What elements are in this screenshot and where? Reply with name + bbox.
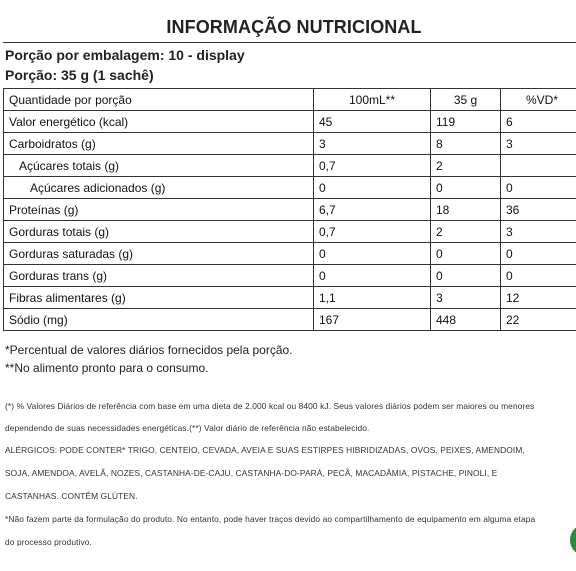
value-portion: 119 — [431, 111, 501, 133]
value-100ml: 0,7 — [314, 221, 431, 243]
value-portion: 2 — [431, 155, 501, 177]
value-vd: 36 — [501, 199, 576, 221]
nutrient-label: Açúcares totais (g) — [4, 155, 314, 177]
nutrient-label: Açúcares adicionados (g) — [4, 177, 314, 199]
value-100ml: 0 — [314, 243, 431, 265]
value-portion: 3 — [431, 287, 501, 309]
disclaimer-line: *Não fazem parte da formulação do produto. No entanto, pode haver traços devido ao compartilhamento de equipamento em alguma etapa — [5, 514, 536, 524]
allergens-line: SOJA, AMENDOA, AVELÃ, NOZES, CASTANHA-DE-CAJU, CASTANHA-DO-PARÁ, PECÃ, MACADÂMIA, PISTACHE, PINOLI, E — [5, 468, 498, 478]
value-100ml: 0 — [314, 265, 431, 287]
small-print-line: (*) % Valores Diários de referência com base em uma dieta de 2.000 kcal ou 8400 kJ. Seus valores diários podem ser maiores ou menores — [5, 401, 535, 411]
value-portion: 18 — [431, 199, 501, 221]
value-100ml: 1,1 — [314, 287, 431, 309]
value-vd: 0 — [501, 177, 576, 199]
value-portion: 0 — [431, 265, 501, 287]
allergens-line: ALÉRGICOS: PODE CONTER* TRIGO, CENTEIO, CEVADA, AVEIA E SUAS ESTIRPES HIBRIDIZADAS, OVOS, PEIXES, AMENDOIM, — [5, 445, 525, 455]
portion-per-package: Porção por embalagem: 10 - display — [5, 47, 245, 63]
table-row — [4, 177, 576, 199]
table-row — [4, 265, 576, 287]
value-vd: 6 — [501, 111, 576, 133]
portion-size: Porção: 35 g (1 sachê) — [5, 67, 154, 83]
green-badge-icon — [570, 524, 576, 556]
value-portion: 8 — [431, 133, 501, 155]
value-vd: 12 — [501, 287, 576, 309]
header-100ml: 100mL** — [314, 89, 431, 111]
value-vd — [501, 155, 576, 177]
value-portion: 0 — [431, 177, 501, 199]
value-portion: 2 — [431, 221, 501, 243]
value-100ml: 3 — [314, 133, 431, 155]
header-vd: %VD* — [501, 89, 576, 111]
title-divider — [3, 42, 576, 43]
page-title: INFORMAÇÃO NUTRICIONAL — [166, 17, 422, 37]
value-100ml: 0 — [314, 177, 431, 199]
footnote-ready: **No alimento pronto para o consumo. — [5, 361, 209, 375]
value-vd: 0 — [501, 243, 576, 265]
value-vd: 3 — [501, 133, 576, 155]
nutrient-label: Gorduras totais (g) — [4, 221, 314, 243]
value-100ml: 0,7 — [314, 155, 431, 177]
nutrient-label: Valor energético (kcal) — [4, 111, 314, 133]
nutrient-label: Sódio (mg) — [4, 309, 314, 331]
table-header-row — [4, 89, 576, 111]
small-print-line: dependendo de suas necessidades energéticas.(**) Valor diário de referência não estabelecido. — [5, 423, 370, 433]
nutrient-label: Proteínas (g) — [4, 199, 314, 221]
table-row — [4, 111, 576, 133]
nutrient-label: Gorduras saturadas (g) — [4, 243, 314, 265]
table-row — [4, 243, 576, 265]
value-portion: 0 — [431, 243, 501, 265]
nutrient-label: Gorduras trans (g) — [4, 265, 314, 287]
value-100ml: 6,7 — [314, 199, 431, 221]
footnote-vd: *Percentual de valores diários fornecidos pela porção. — [5, 343, 293, 357]
value-vd: 0 — [501, 265, 576, 287]
value-vd: 22 — [501, 309, 576, 331]
table-row — [4, 221, 576, 243]
value-100ml: 167 — [314, 309, 431, 331]
nutrient-label: Carboidratos (g) — [4, 133, 314, 155]
header-quantity: Quantidade por porção — [4, 89, 314, 111]
table-row — [4, 155, 576, 177]
nutrition-table — [3, 88, 576, 331]
header-portion: 35 g — [431, 89, 501, 111]
table-row — [4, 199, 576, 221]
table-row — [4, 309, 576, 331]
nutrient-label: Fibras alimentares (g) — [4, 287, 314, 309]
value-100ml: 45 — [314, 111, 431, 133]
table-row — [4, 287, 576, 309]
value-portion: 448 — [431, 309, 501, 331]
value-vd: 3 — [501, 221, 576, 243]
table-row — [4, 133, 576, 155]
allergens-line: CASTANHAS. CONTÊM GLÚTEN. — [5, 491, 138, 501]
disclaimer-line: do processo produtivo. — [5, 537, 92, 547]
